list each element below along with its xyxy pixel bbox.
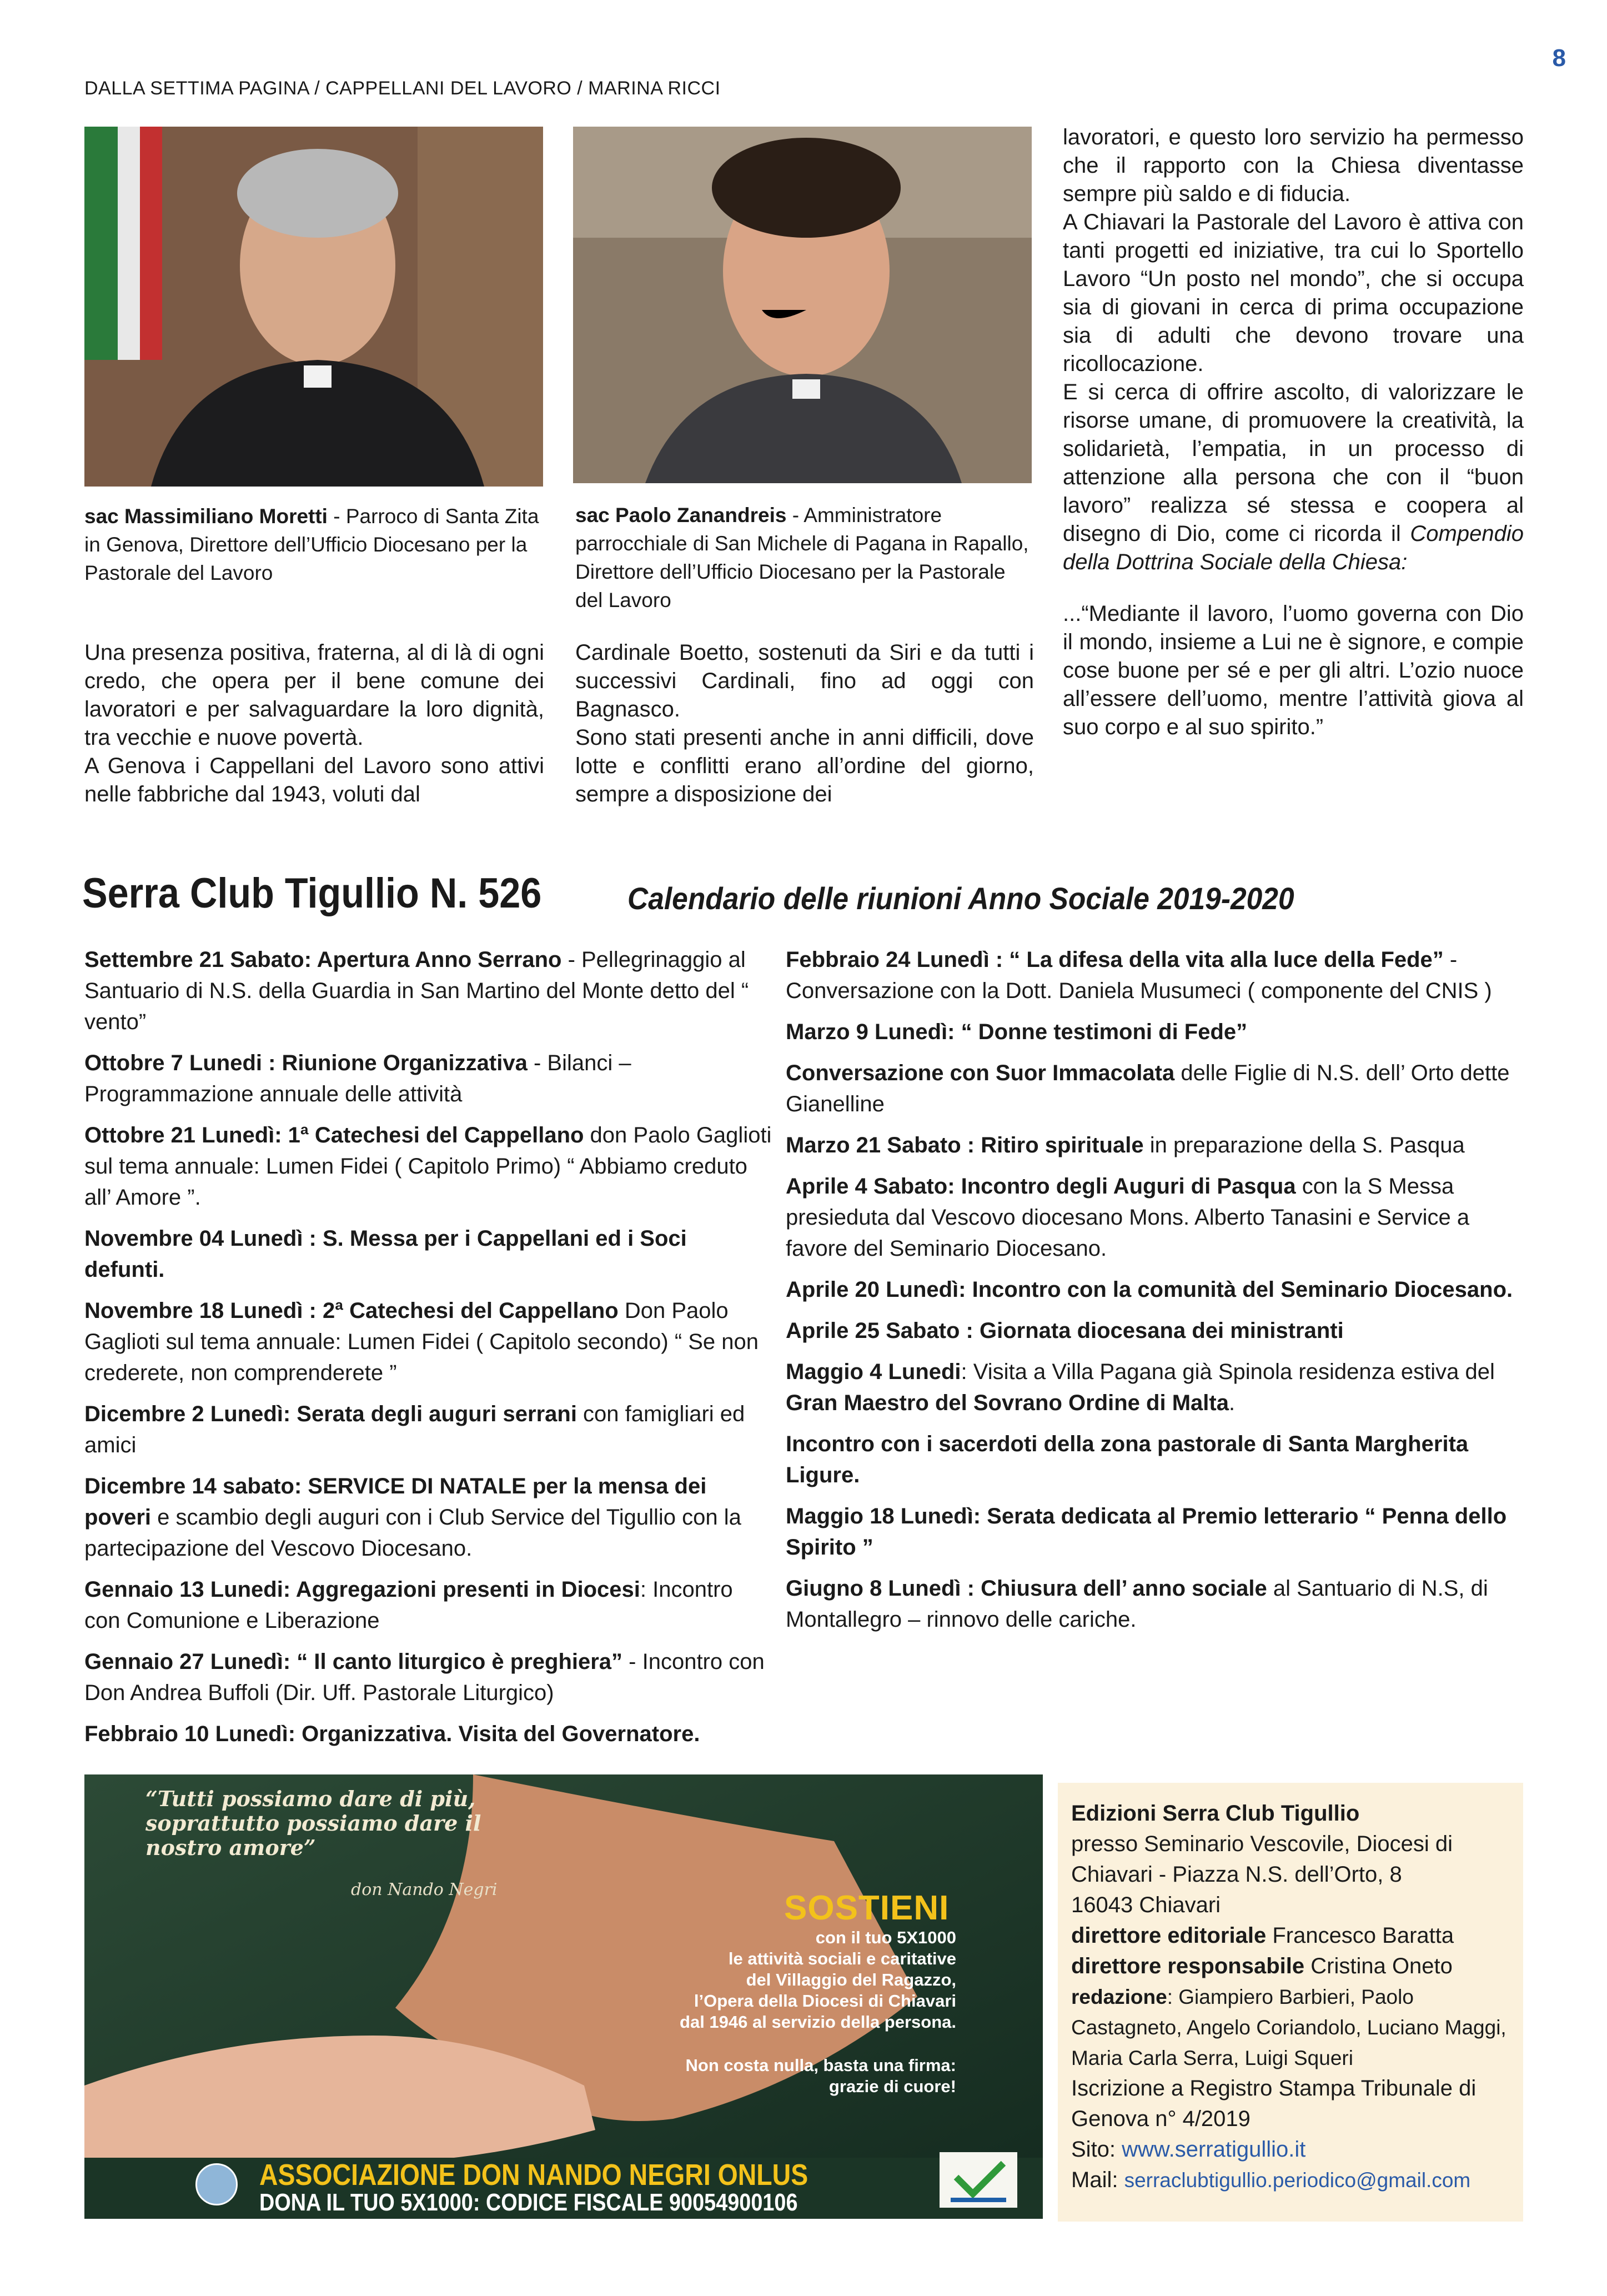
calendar-event-title: Giugno 8 Lunedì : Chiusura dell’ anno sociale bbox=[786, 1576, 1267, 1601]
banner-line: Non costa nulla, basta una firma: bbox=[685, 2056, 956, 2075]
banner-sostieni-lines bbox=[617, 1927, 956, 2033]
calendar-event bbox=[786, 1130, 1524, 1161]
calendar-event-title: Gennaio 27 Lunedì: “ Il canto liturgico è preghiera” bbox=[84, 1650, 623, 1674]
article-text: E si cerca di offrire ascolto, di valorizzare le risorse umane, di promuovere la creatività, la solidarietà, l’empatia, in un processo di attenzione alla persona che con il “buon lavoro” realizza sé stessa e coopera al disegno di Dio, come ci ricorda il bbox=[1063, 380, 1524, 546]
calendar-event-title: Novembre 18 Lunedì : 2ª Catechesi del Cappellano bbox=[84, 1299, 619, 1323]
calendar-event bbox=[84, 1223, 773, 1285]
serra-title: Serra Club Tigullio N. 526 bbox=[82, 870, 542, 917]
calendar-event bbox=[786, 1573, 1524, 1635]
edition-registro: Iscrizione a Registro Stampa Tribunale di Genova n° 4/2019 bbox=[1071, 2076, 1477, 2131]
calendar-event bbox=[786, 1315, 1524, 1346]
calendar-event bbox=[786, 1356, 1524, 1418]
article-column-2 bbox=[575, 639, 1034, 809]
page-number: 8 bbox=[1552, 44, 1566, 72]
label: Sito: bbox=[1071, 2137, 1122, 2162]
calendar-event bbox=[786, 1274, 1524, 1305]
calendar-event-text: in preparazione della S. Pasqua bbox=[1143, 1133, 1465, 1157]
site-link[interactable]: www.serratigullio.it bbox=[1122, 2137, 1306, 2162]
calendar-event bbox=[84, 1646, 773, 1708]
banner-sostieni: SOSTIENI bbox=[784, 1889, 950, 1927]
calendar-event-text: . bbox=[1228, 1391, 1236, 1415]
photo-zanandreis bbox=[573, 127, 1032, 483]
calendar-event-title: Conversazione con Suor Immacolata bbox=[786, 1061, 1175, 1085]
calendar-event bbox=[84, 1047, 773, 1110]
serra-subtitle: Calendario delle riunioni Anno Sociale 2019-2020 bbox=[627, 881, 1294, 916]
article-paragraph: A Genova i Cappellani del Lavoro sono attivi nelle fabbriche dal 1943, voluti dal bbox=[84, 754, 544, 806]
caption-zanandreis bbox=[575, 501, 1032, 614]
calendar-event-title: Dicembre 2 Lunedì: Serata degli auguri serrani bbox=[84, 1402, 577, 1426]
article-paragraph: lavoratori, e questo loro servizio ha permesso che il rapporto con la Chiesa diventasse sempre più saldo e di fiducia. bbox=[1063, 125, 1524, 206]
calendar-event-title: Dicembre 14 sabato: SERVICE DI NATALE per la mensa dei poveri bbox=[84, 1474, 707, 1530]
edition-address: Chiavari - Piazza N.S. dell’Orto, 8 bbox=[1071, 1862, 1402, 1887]
caption-moretti-name: sac Massimiliano Moretti bbox=[84, 505, 328, 528]
calendar-event bbox=[84, 1574, 773, 1636]
article-paragraph: Cardinale Boetto, sostenuti da Siri e da tutti i successivi Cardinali, fino ad oggi con Bagnasco. bbox=[575, 640, 1034, 721]
article-column-1 bbox=[84, 639, 544, 809]
calendar-event bbox=[84, 944, 773, 1037]
calendar-event-title: Febbraio 10 Lunedì: Organizzativa. Visita del Governatore. bbox=[84, 1722, 700, 1746]
calendar-event bbox=[786, 1428, 1524, 1491]
calendar-event-title: Febbraio 24 Lunedì : “ La difesa della vita alla luce della Fede” bbox=[786, 948, 1444, 972]
calendar-event-title: Aprile 25 Sabato : Giornata diocesana dei ministranti bbox=[786, 1319, 1344, 1343]
calendar-event-title: Maggio 18 Lunedì: Serata dedicata al Premio letterario “ Penna dello Spirito ” bbox=[786, 1504, 1507, 1560]
calendar-event-text: al Santuario di N.S, di Montallegro – rinnovo delle cariche. bbox=[786, 1576, 1488, 1632]
edition-director-responsible bbox=[1071, 1951, 1512, 1982]
value: Cristina Oneto bbox=[1304, 1954, 1453, 1978]
calendar-event-text: don Paolo Gaglioti sul tema annuale: Lumen Fidei ( Capitolo Primo) “ Abbiamo creduto all’ Amore ”. bbox=[84, 1123, 772, 1210]
section-kicker: DALLA SETTIMA PAGINA / CAPPELLANI DEL LAVORO / MARINA RICCI bbox=[84, 78, 721, 99]
calendar-event bbox=[786, 944, 1524, 1006]
calendar-event-title: Aprile 20 Lunedì: Incontro con la comunità del Seminario Diocesano. bbox=[786, 1277, 1513, 1302]
calendar-right-column bbox=[786, 944, 1524, 1645]
calendar-event bbox=[84, 1718, 773, 1749]
edition-redazione bbox=[1071, 1982, 1512, 2073]
caption-moretti bbox=[84, 502, 543, 587]
calendar-event-title: Gennaio 13 Lunedi: Aggregazioni presenti in Diocesi bbox=[84, 1577, 640, 1602]
checkmark-icon bbox=[940, 2152, 1017, 2208]
calendar-event-title: Aprile 4 Sabato: Incontro degli Auguri di Pasqua bbox=[786, 1174, 1296, 1199]
calendar-event bbox=[786, 1057, 1524, 1120]
villaggio-logo bbox=[940, 2152, 1017, 2208]
mail-link[interactable]: serraclubtigullio.periodico@gmail.com bbox=[1124, 2169, 1471, 2192]
banner-codice-fiscale: DONA IL TUO 5X1000: CODICE FISCALE 90054900106 bbox=[259, 2189, 798, 2216]
banner-line: le attività sociali e caritative bbox=[728, 1949, 956, 1968]
banner-quote-author: don Nando Negri bbox=[351, 1880, 498, 1899]
calendar-event bbox=[84, 1398, 773, 1461]
banner-line: l’Opera della Diocesi di Chiavari bbox=[694, 1991, 956, 2011]
banner-line: grazie di cuore! bbox=[828, 2077, 956, 2096]
edition-address: presso Seminario Vescovile, Diocesi di bbox=[1071, 1832, 1453, 1856]
value: : Giampiero Barbieri, Paolo Castagneto, Angelo Coriandolo, Luciano Maggi, Maria Carla Serra, Luigi Squeri bbox=[1071, 1986, 1506, 2069]
value: Francesco Baratta bbox=[1266, 1923, 1454, 1948]
calendar-event-title: Maggio 4 Lunedi bbox=[786, 1360, 961, 1384]
calendar-event bbox=[84, 1471, 773, 1564]
calendar-event bbox=[786, 1016, 1524, 1047]
calendar-event-text: con famigliari ed amici bbox=[84, 1402, 745, 1457]
edition-box bbox=[1058, 1783, 1523, 2222]
article-paragraph: A Chiavari la Pastorale del Lavoro è attiva con tanti progetti ed iniziative, tra cui lo Sportello Lavoro “Un posto nel mondo”, che si occupa sia di giovani in cerca di prima occupazione sia di adulti che devono trovare una ricollocazione. bbox=[1063, 210, 1524, 376]
calendar-event-title: Incontro con i sacerdoti della zona pastorale di Santa Margherita Ligure. bbox=[786, 1432, 1469, 1487]
label: redazione bbox=[1071, 1986, 1167, 2008]
calendar-event-text: - Pellegrinaggio al Santuario di N.S. della Guardia in San Martino del Monte detto del “ vento” bbox=[84, 948, 749, 1034]
caption-zanandreis-text: - Amministratore parrocchiale di San Michele di Pagana in Rapallo, Direttore dell’Ufficio Diocesano per la Pastorale del Lavoro bbox=[575, 504, 1029, 611]
calendar-event bbox=[84, 1295, 773, 1388]
banner-line: con il tuo 5X1000 bbox=[815, 1928, 956, 1947]
calendar-event-text: - Bilanci – Programmazione annuale delle attività bbox=[84, 1051, 631, 1106]
article-column-3 bbox=[1063, 123, 1524, 741]
label: Mail: bbox=[1071, 2168, 1124, 2192]
calendar-event-title: Ottobre 21 Lunedì: 1ª Catechesi del Cappellano bbox=[84, 1123, 584, 1147]
calendar-event-text: - Incontro con Don Andrea Buffoli (Dir. Uff. Pastorale Liturgico) bbox=[84, 1650, 765, 1705]
calendar-event-text: delle Figlie di N.S. dell’ Orto dette Gianelline bbox=[786, 1061, 1510, 1116]
portrait-moretti-image bbox=[84, 127, 543, 487]
portrait-zanandreis-image bbox=[573, 127, 1032, 483]
edition-address: 16043 Chiavari bbox=[1071, 1893, 1221, 1917]
edition-site bbox=[1071, 2134, 1512, 2165]
calendar-event-title: Ottobre 7 Lunedi : Riunione Organizzativa bbox=[84, 1051, 528, 1075]
label: direttore responsabile bbox=[1071, 1954, 1305, 1978]
calendar-event-title: Gran Maestro del Sovrano Ordine di Malta bbox=[786, 1391, 1229, 1415]
calendar-event-text: e scambio degli auguri con i Club Service del Tigullio con la partecipazione del Vescovo Diocesano. bbox=[84, 1505, 741, 1561]
banner-association: ASSOCIAZIONE DON NANDO NEGRI ONLUS bbox=[259, 2158, 808, 2192]
calendar-event-text: - Conversazione con la Dott. Daniela Musumeci ( componente del CNIS ) bbox=[786, 948, 1492, 1003]
banner-free-lines bbox=[617, 2055, 956, 2097]
banner-line: dal 1946 al servizio della persona. bbox=[680, 2012, 956, 2032]
calendar-left-column bbox=[84, 944, 773, 1759]
donation-banner bbox=[84, 1774, 1043, 2219]
association-logo bbox=[195, 2163, 238, 2205]
calendar-event bbox=[84, 1120, 773, 1213]
calendar-event-title: Marzo 21 Sabato : Ritiro spirituale bbox=[786, 1133, 1144, 1157]
banner-quote-text: “Tutti possiamo dare di più, soprattutto possiamo dare il nostro amore” bbox=[145, 1786, 481, 1860]
label: direttore editoriale bbox=[1071, 1923, 1267, 1948]
calendar-event-text: Don Paolo Gaglioti sul tema annuale: Lumen Fidei ( Capitolo secondo) “ Se non crederete, non comprenderete ” bbox=[84, 1299, 759, 1385]
banner-quote bbox=[145, 1787, 506, 1860]
edition-mail bbox=[1071, 2165, 1512, 2195]
caption-moretti-text: - Parroco di Santa Zita in Genova, Direttore dell’Ufficio Diocesano per la Pastorale del Lavoro bbox=[84, 505, 539, 584]
calendar-event-title: Novembre 04 Lunedì : S. Messa per i Cappellani ed i Soci defunti. bbox=[84, 1226, 687, 1282]
calendar-event bbox=[786, 1171, 1524, 1264]
article-quote: ...“Mediante il lavoro, l’uomo governa con Dio il mondo, insieme a Lui ne è signore, e compie cose buone per sé e per gli altri. L’ozio nuoce all’essere dell’uomo, mentre l’attività giova al suo corpo e al suo spirito.” bbox=[1063, 601, 1524, 739]
edition-title: Edizioni Serra Club Tigullio bbox=[1071, 1801, 1360, 1826]
calendar-event-text: : Incontro con Comunione e Liberazione bbox=[84, 1577, 733, 1633]
compendio-title: Compendio della Dottrina Sociale della Chiesa: bbox=[1063, 522, 1524, 574]
calendar-event-text: : Visita a Villa Pagana già Spinola residenza estiva del bbox=[961, 1360, 1495, 1384]
calendar-event-title: Settembre 21 Sabato: Apertura Anno Serrano bbox=[84, 948, 562, 972]
article-paragraph: Sono stati presenti anche in anni difficili, dove lotte e conflitti erano all’ordine del giorno, sempre a disposizione dei bbox=[575, 725, 1034, 806]
caption-zanandreis-name: sac Paolo Zanandreis bbox=[575, 504, 787, 527]
calendar-event-text: con la S Messa presieduta dal Vescovo diocesano Mons. Alberto Tanasini e Service a favore del Seminario Diocesano. bbox=[786, 1174, 1470, 1261]
calendar-event-title: Marzo 9 Lunedì: “ Donne testimoni di Fede” bbox=[786, 1020, 1248, 1044]
article-paragraph: Una presenza positiva, fraterna, al di là di ogni credo, che opera per il bene comune dei lavoratori e per salvaguardare la loro dignità, tra vecchie e nuove povertà. bbox=[84, 640, 544, 750]
banner-line: del Villaggio del Ragazzo, bbox=[746, 1970, 956, 1989]
photo-moretti bbox=[84, 127, 543, 487]
calendar-event bbox=[786, 1501, 1524, 1563]
edition-director-editorial bbox=[1071, 1921, 1512, 1951]
article-paragraph bbox=[1063, 378, 1524, 576]
